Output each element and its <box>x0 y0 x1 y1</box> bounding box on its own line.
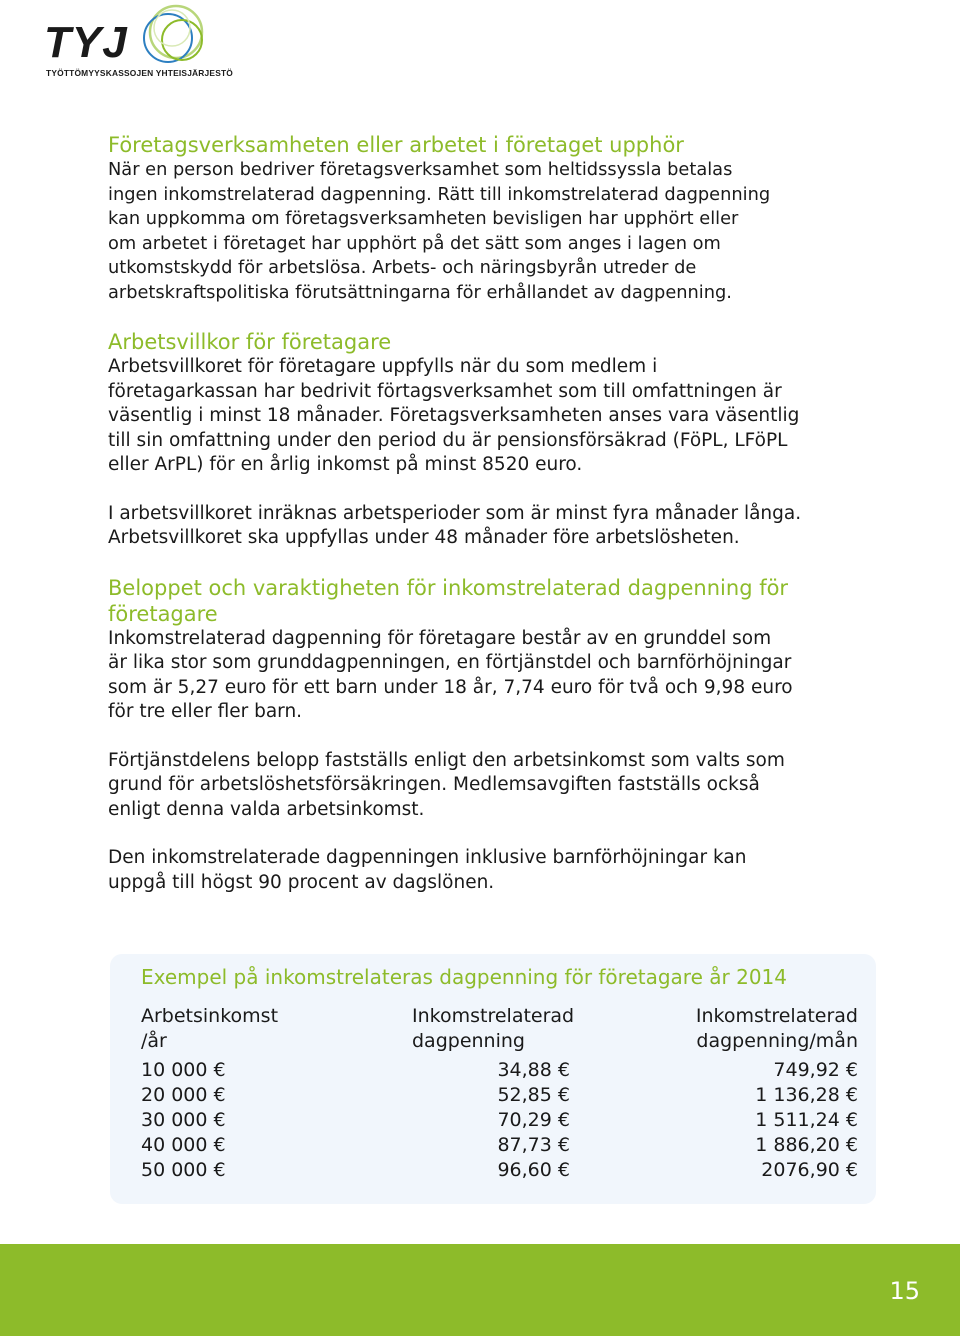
tyj-logo <box>44 2 234 80</box>
table-cell: 50 000 € <box>141 1159 226 1181</box>
table-cell: 34,88 € <box>497 1059 570 1081</box>
text-line: ingen inkomstrelaterad dagpenning. Rätt till inkomstrelaterad dagpenning <box>108 183 771 205</box>
section-heading: Företagsverksamheten eller arbetet i företaget upphör <box>108 133 684 157</box>
text-line: Förtjänstdelens belopp fastställs enligt den arbetsinkomst som valts som <box>108 749 785 771</box>
logo-wordmark: TYJ <box>44 18 128 67</box>
paragraph <box>108 158 888 305</box>
table-title: Exempel på inkomstrelateras dagpenning för företagare år 2014 <box>141 965 787 989</box>
text-line: grund för arbetslöshetsförsäkringen. Medlemsavgiften fastställs också <box>108 774 760 795</box>
table-cell: 1 511,24 € <box>755 1109 858 1131</box>
table-cell: 20 000 € <box>141 1084 226 1106</box>
table-cell: 1 136,28 € <box>755 1084 858 1106</box>
heading-line: Beloppet och varaktigheten för inkomstrelaterad dagpenning för <box>108 575 789 600</box>
text-line: kan uppkomma om företagsverksamheten bevisligen har upphört eller <box>108 208 739 229</box>
table-header-income <box>141 1004 278 1054</box>
text-line: Den inkomstrelaterade dagpenningen inklusive barnförhöjningar kan <box>108 847 747 868</box>
text-line: I arbetsvillkoret inräknas arbetsperioder som är minst fyra månader långa. <box>108 502 802 524</box>
table-cell: 70,29 € <box>497 1109 570 1131</box>
text-line: utkomstskydd för arbetslösa. Arbets- och näringsbyrån utreder de <box>108 257 697 278</box>
text-line: är lika stor som grunddagpenningen, en förtjänstdel och barnförhöjningar <box>108 652 792 673</box>
text-line: för tre eller fler barn. <box>108 701 303 722</box>
paragraph <box>108 355 888 478</box>
section-heading <box>108 575 888 627</box>
header-line: dagpenning/mån <box>696 1030 858 1052</box>
table-header-monthly <box>696 1004 858 1054</box>
logo-subtitle: TYÖTTÖMYYSKASSOJEN YHTEISJÄRJESTÖ <box>46 68 234 78</box>
table-header-daily <box>412 1004 574 1054</box>
heading-line: företagare <box>108 601 218 626</box>
text-line: till sin omfattning under den period du är pensionsförsäkrad (FöPL, LFöPL <box>108 429 788 451</box>
table-cell: 749,92 € <box>773 1059 858 1081</box>
header-line: Arbetsinkomst <box>141 1005 279 1027</box>
paragraph <box>108 627 888 725</box>
header-line: Inkomstrelaterad <box>695 1005 858 1027</box>
table-cell: 96,60 € <box>497 1159 570 1181</box>
page-number: 15 <box>889 1277 920 1305</box>
footer-band <box>0 1244 960 1336</box>
section-business-ends <box>108 132 888 305</box>
text-line: om arbetet i företaget har upphört på det sätt som anges i lagen om <box>108 232 721 254</box>
text-line: eller ArPL) för en årlig inkomst på minst 8520 euro. <box>108 454 583 475</box>
header-line: /år <box>141 1030 167 1052</box>
text-line: uppgå till högst 90 procent av dagslönen. <box>108 871 495 893</box>
table-cell: 87,73 € <box>497 1134 570 1156</box>
text-line: som är 5,27 euro för ett barn under 18 år, 7,74 euro för två och 9,98 euro <box>108 676 793 698</box>
text-line: När en person bedriver företagsverksamhet som heltidssyssla betalas <box>108 159 733 180</box>
text-line: Arbetsvillkoret ska uppfyllas under 48 månader före arbetslösheten. <box>108 527 740 548</box>
example-table <box>110 954 876 1204</box>
text-line: Arbetsvillkoret för företagare uppfylls när du som medlem i <box>108 356 658 377</box>
section-amount-duration <box>108 575 888 896</box>
text-line: enligt denna valda arbetsinkomst. <box>108 798 425 820</box>
table-cell: 10 000 € <box>141 1059 226 1081</box>
overlapping-rings-logo-icon <box>132 2 212 72</box>
text-line: Inkomstrelaterad dagpenning för företagare består av en grunddel som <box>108 627 772 649</box>
table-cell: 2076,90 € <box>761 1159 858 1181</box>
header-line: Inkomstrelaterad <box>412 1005 575 1027</box>
paragraph <box>108 846 888 895</box>
header-line: dagpenning <box>412 1030 525 1052</box>
main-content <box>108 132 888 895</box>
table-cell: 1 886,20 € <box>755 1134 858 1156</box>
table-cell: 52,85 € <box>497 1084 570 1106</box>
paragraph <box>108 502 888 551</box>
section-heading: Arbetsvillkor för företagare <box>108 330 392 354</box>
text-line: arbetskraftspolitiska förutsättningarna för erhållandet av dagpenning. <box>108 281 732 303</box>
text-line: väsentlig i minst 18 månader. Företagsverksamheten anses vara väsentlig <box>108 405 800 426</box>
table-cell: 40 000 € <box>141 1134 226 1156</box>
section-work-condition <box>108 329 888 551</box>
paragraph <box>108 749 888 823</box>
text-line: företagarkassan har bedrivit förtagsverksamhet som till omfattningen är <box>108 380 782 402</box>
table-cell: 30 000 € <box>141 1109 226 1131</box>
